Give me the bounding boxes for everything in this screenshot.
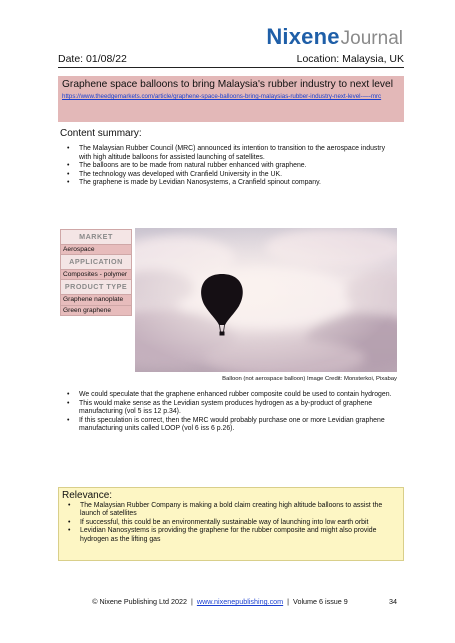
market-value: Aerospace	[61, 245, 131, 256]
list-item: • The Malaysian Rubber Council (MRC) announced its intention to transition to the aerospace industry with high altitude balloons for assisted launching of satellites.	[62, 145, 392, 162]
page-number: 34	[389, 597, 397, 606]
relevance-list	[59, 502, 403, 544]
nixene-journal-logo	[266, 26, 403, 48]
balloon-photo	[135, 228, 397, 372]
relevance-box	[58, 487, 404, 561]
footer-separator: |	[191, 597, 193, 606]
date-location-row	[58, 53, 404, 68]
list-item: • The graphene is made by Levidian Nanosystems, a Cranfield spinout company.	[62, 179, 392, 188]
logo-journal: Journal	[340, 28, 403, 49]
product-type-value: Green graphene	[61, 306, 131, 316]
list-item: • The Malaysian Rubber Company is making a bold claim creating high altitude balloons to assist the launch of satellites	[63, 502, 399, 519]
date-label: Date: 01/08/22	[58, 53, 127, 65]
content-summary-list	[62, 145, 392, 188]
content-summary-heading: Content summary:	[60, 128, 142, 139]
product-type-value: Graphene nanoplate	[61, 295, 131, 306]
list-item: • We could speculate that the graphene enhanced rubber composite could be used to contain hydrogen.	[62, 391, 397, 400]
relevance-heading: Relevance:	[62, 490, 113, 501]
product-type-header: PRODUCT TYPE	[61, 280, 131, 295]
application-value: Composites - polymer	[61, 270, 131, 281]
list-item: • This would make sense as the Levidian system produces hydrogen as a by-product of graphene manufacturing (vol 5 iss 12 p.34).	[62, 400, 397, 417]
market-header: MARKET	[61, 230, 131, 245]
article-source-link[interactable]: https://www.theedgemarkets.com/article/graphene-space-balloons-bring-malaysias-rubber-industry-next-level-—-mrc	[62, 93, 382, 100]
list-item: • If successful, this could be an environmentally sustainable way of launching into low earth orbit	[63, 519, 399, 527]
list-item: • The technology was developed with Cranfield University in the UK.	[62, 171, 392, 180]
footer-copyright: © Nixene Publishing Ltd 2022	[92, 597, 187, 606]
application-header: APPLICATION	[61, 255, 131, 270]
list-item: • The balloons are to be made from natural rubber enhanced with graphene.	[62, 162, 392, 171]
article-title: Graphene space balloons to bring Malaysia's rubber industry to next level	[62, 79, 393, 90]
list-item: • If this speculation is correct, then the MRC would probably purchase one or more Levidian graphene manufacturing units called LOOP (vol 6 iss 6 p.26).	[62, 417, 397, 434]
list-item: • Levidian Nanosystems is providing the graphene for the rubber composite and might also provide hydrogen as the lifting gas	[63, 527, 399, 544]
footer-separator: |	[287, 597, 290, 606]
location-label: Location: Malaysia, UK	[296, 53, 404, 65]
footer-text	[70, 597, 370, 606]
balloon-image	[135, 228, 397, 372]
logo-brand: Nixene	[266, 24, 340, 49]
article-title-box	[58, 76, 404, 122]
classification-table	[60, 229, 132, 316]
image-caption: Balloon (not aerospace balloon) Image Credit: Monsterkoi, Pixabay	[222, 376, 397, 382]
speculation-list	[62, 391, 397, 434]
footer-website-link[interactable]: www.nixenepublishing.com	[196, 597, 284, 606]
footer-volume: Volume 6 issue 9	[293, 597, 348, 606]
